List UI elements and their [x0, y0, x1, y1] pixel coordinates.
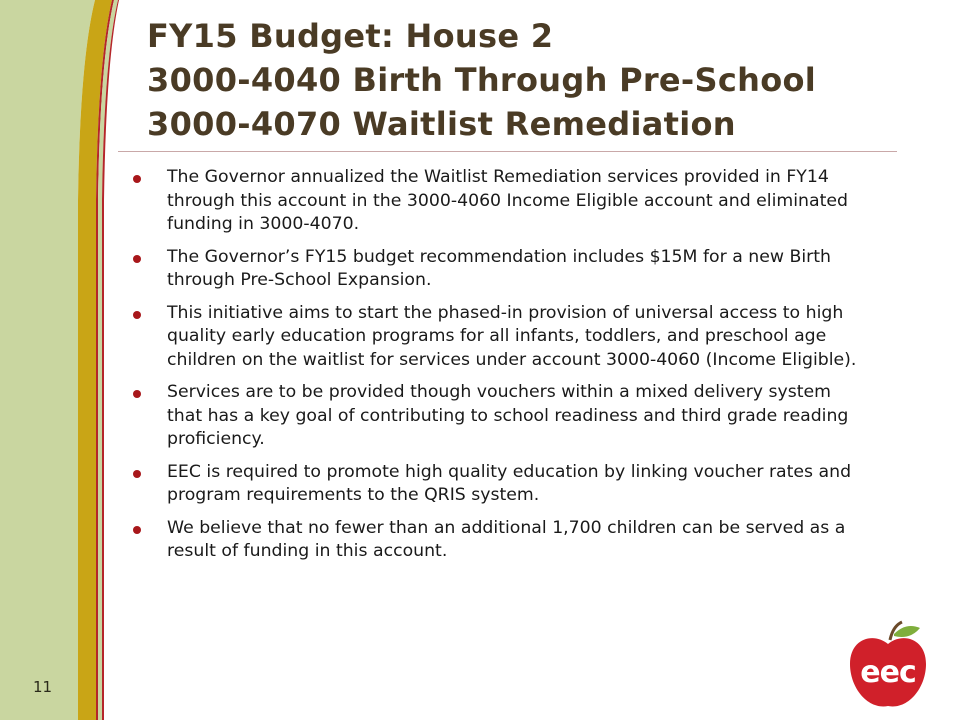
bullet-item [130, 381, 865, 452]
bullet-dot-icon [133, 175, 141, 183]
bullet-item [130, 246, 865, 293]
bullet-text: The Governor annualized the Waitlist Remediation services provided in FY14 through this account in the 3000-4060 Income Eligible account and eliminated funding in 3000-4070. [167, 167, 848, 234]
title-line-3: 3000-4070 Waitlist Remediation [147, 105, 736, 143]
bullet-dot-icon [133, 526, 141, 534]
bullet-text: This initiative aims to start the phased-in provision of universal access to high quality early education programs for all infants, toddlers, and preschool age children on the waitlist for services under account 3000-4060 (Income Eligible). [167, 302, 857, 370]
page-number: 11 [33, 678, 53, 696]
bullet-dot-icon [133, 255, 141, 263]
bullet-item [130, 166, 865, 237]
bullet-text: We believe that no fewer than an additional 1,700 children can be served as a result of funding in this account. [167, 517, 846, 561]
bullet-text: EEC is required to promote high quality education by linking voucher rates and program requirements to the QRIS system. [167, 461, 852, 505]
eec-logo [846, 620, 930, 712]
bullet-dot-icon [133, 470, 141, 478]
bullet-dot-icon [133, 390, 141, 398]
logo-text: eec [860, 655, 916, 690]
bullet-text: The Governor’s FY15 budget recommendation includes $15M for a new Birth through Pre-School Expansion. [167, 246, 831, 290]
left-decorative-band [0, 0, 130, 720]
title-line-1: FY15 Budget: House 2 [147, 17, 554, 55]
bullet-dot-icon [133, 311, 141, 319]
title-divider [118, 151, 897, 152]
bullet-item [130, 461, 865, 508]
title-line-2: 3000-4040 Birth Through Pre-School [147, 61, 817, 99]
bullet-item [130, 517, 865, 564]
bullet-list [130, 166, 865, 573]
bullet-text: Services are to be provided though vouchers within a mixed delivery system that has a key goal of contributing to school readiness and third grade reading proficiency. [167, 382, 849, 449]
slide-title [147, 14, 937, 146]
bullet-item [130, 302, 865, 373]
